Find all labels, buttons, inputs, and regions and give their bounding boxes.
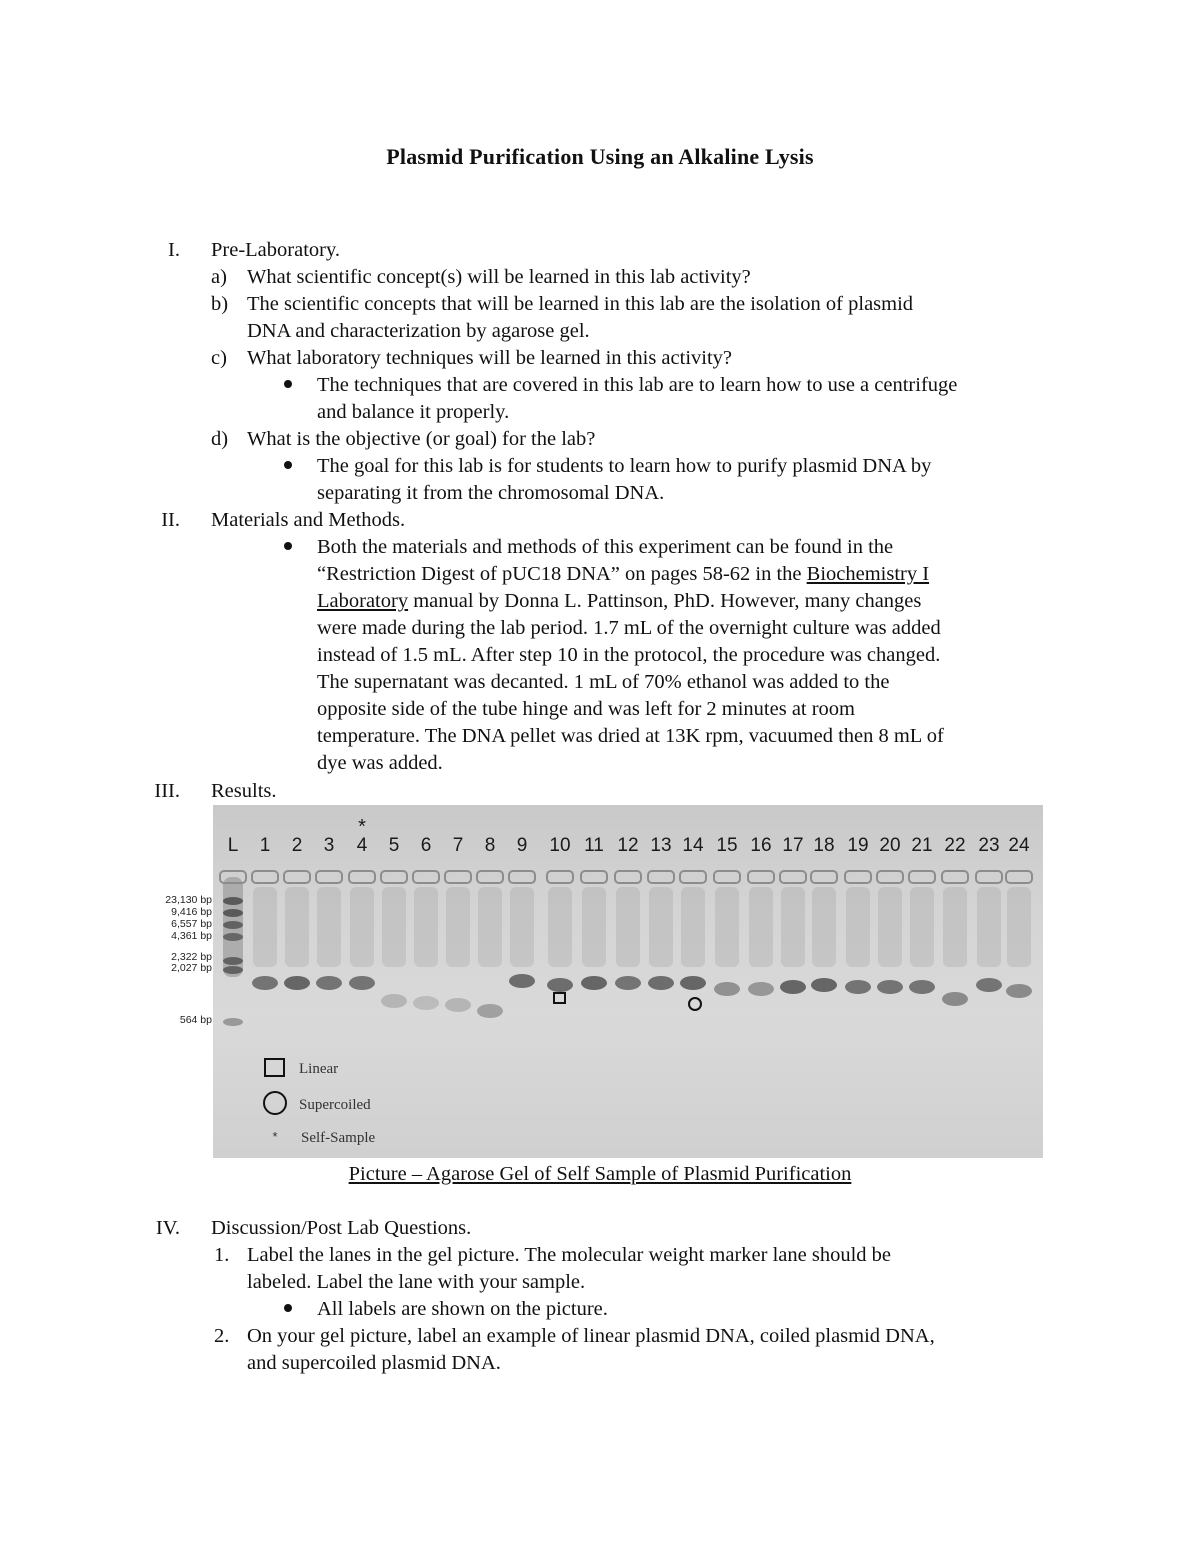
gel-graphic [213, 805, 1043, 1158]
lane-smear [681, 887, 705, 967]
dna-band [547, 978, 573, 992]
legend-square-icon [265, 1059, 284, 1076]
lane-smear [253, 887, 277, 967]
lane-label: 13 [650, 835, 672, 856]
answer-b-line1: The scientific concepts that will be learned in this lab are the isolation of plasmid [247, 293, 914, 315]
lane-label: L [227, 835, 239, 856]
legend-circle-icon [264, 1092, 286, 1114]
gel-well [976, 871, 1002, 883]
bullet-icon [284, 461, 292, 469]
dna-band [748, 982, 774, 996]
gel-well [942, 871, 968, 883]
gel-well [413, 871, 439, 883]
dna-band [413, 996, 439, 1010]
methods-line9: dye was added. [317, 752, 443, 774]
question-2-line2: and supercoiled plasmid DNA. [247, 1352, 501, 1374]
question-1-line1: Label the lanes in the gel picture. The molecular weight marker lane should be [247, 1244, 891, 1266]
item-label-1: 1. [214, 1244, 230, 1266]
methods-line7: opposite side of the tube hinge and was left for 2 minutes at room [317, 698, 856, 720]
methods-line4: were made during the lab period. 1.7 mL of the overnight culture was added [317, 617, 941, 639]
lane-label: 16 [750, 835, 772, 856]
lane-smear [715, 887, 739, 967]
dna-band [477, 1004, 503, 1018]
agarose-gel-image [213, 805, 1043, 1158]
legend-self-sample-label: Self-Sample [301, 1130, 376, 1146]
ladder-band [223, 1018, 243, 1026]
gel-well [477, 871, 503, 883]
ladder-label: 2,322 bp [171, 951, 212, 963]
gel-well [509, 871, 535, 883]
dna-band [845, 980, 871, 994]
gel-well [316, 871, 342, 883]
methods-line5: instead of 1.5 mL. After step 10 in the protocol, the procedure was changed. [317, 644, 941, 666]
lane-label: 4 [356, 835, 368, 856]
methods-line6: The supernatant was decanted. 1 mL of 70% ethanol was added to the [317, 671, 890, 693]
bullet-icon [284, 1304, 292, 1312]
gel-well [780, 871, 806, 883]
ladder-band [223, 957, 243, 965]
lane-smear [943, 887, 967, 967]
legend-star-icon: * [272, 1129, 278, 1144]
self-sample-star: * [358, 816, 366, 838]
answer-c-line1: The techniques that are covered in this lab are to learn how to use a centrifuge [317, 374, 958, 396]
ladder-label: 9,416 bp [171, 906, 212, 918]
lane-smear [548, 887, 572, 967]
dna-band [909, 980, 935, 994]
figure-caption-text: Picture – Agarose Gel of Self Sample of Plasmid Purification [348, 1163, 852, 1185]
lane-smear [582, 887, 606, 967]
section-heading-results: Results. [211, 780, 277, 802]
lane-smear [977, 887, 1001, 967]
lane-smear [910, 887, 934, 967]
bullet-icon [284, 380, 292, 388]
lane-smear [446, 887, 470, 967]
lane-label: 9 [516, 835, 528, 856]
gel-well [748, 871, 774, 883]
methods-line3 [317, 588, 921, 615]
gel-well [680, 871, 706, 883]
methods-line1: Both the materials and methods of this experiment can be found in the [317, 536, 894, 558]
lane-label: 1 [259, 835, 271, 856]
lane-smear [878, 887, 902, 967]
manual-title-part1: Biochemistry I [806, 563, 930, 585]
lane-smear [414, 887, 438, 967]
dna-band [284, 976, 310, 990]
gel-well [811, 871, 837, 883]
ladder-label: 4,361 bp [171, 930, 212, 942]
section-heading-discussion: Discussion/Post Lab Questions. [211, 1217, 472, 1239]
manual-title-part2: Laboratory [317, 590, 409, 612]
dna-band [714, 982, 740, 996]
gel-well [349, 871, 375, 883]
dna-band [349, 976, 375, 990]
dna-band [877, 980, 903, 994]
item-label-c: c) [211, 347, 227, 369]
section-numeral-2: II. [161, 509, 180, 531]
ladder-label: 23,130 bp [165, 894, 212, 906]
dna-band [942, 992, 968, 1006]
lane-label: 14 [682, 835, 704, 856]
dna-band [509, 974, 535, 988]
dna-band [680, 976, 706, 990]
linear-marker-square [554, 993, 565, 1003]
supercoiled-marker-circle [689, 998, 701, 1010]
dna-band [316, 976, 342, 990]
section-numeral-3: III. [154, 780, 180, 802]
gel-well [381, 871, 407, 883]
section-heading-materials: Materials and Methods. [211, 509, 406, 531]
dna-band [252, 976, 278, 990]
ladder-band [223, 909, 243, 917]
dna-band [381, 994, 407, 1008]
item-label-2: 2. [214, 1325, 230, 1347]
gel-well [615, 871, 641, 883]
ladder-band [223, 966, 243, 974]
lane-label: 7 [452, 835, 464, 856]
section-numeral-4: IV. [155, 1217, 180, 1239]
document-title: Plasmid Purification Using an Alkaline Lysis [386, 144, 814, 169]
lane-smear [510, 887, 534, 967]
item-label-b: b) [211, 293, 229, 315]
lane-smear [1007, 887, 1031, 967]
lane-label: 21 [911, 835, 933, 856]
dna-band [615, 976, 641, 990]
lane-label: 8 [484, 835, 496, 856]
methods-line3-text: manual by Donna L. Pattinson, PhD. However, many changes [408, 590, 922, 612]
lane-label: 24 [1008, 835, 1030, 856]
answer-1: All labels are shown on the picture. [317, 1298, 608, 1320]
dna-band [780, 980, 806, 994]
lane-label: 6 [420, 835, 432, 856]
question-c: What laboratory techniques will be learned in this activity? [247, 347, 733, 369]
lane-label: 3 [323, 835, 335, 856]
lane-smear [649, 887, 673, 967]
dna-band [811, 978, 837, 992]
lane-label: 18 [813, 835, 835, 856]
gel-well [547, 871, 573, 883]
item-label-d: d) [211, 428, 229, 450]
lane-label: 11 [584, 835, 604, 856]
answer-b-line2: DNA and characterization by agarose gel. [247, 320, 590, 342]
ladder-label: 564 bp [179, 1014, 212, 1026]
gel-well [648, 871, 674, 883]
gel-well [877, 871, 903, 883]
ladder-band [223, 933, 243, 941]
legend-linear-label: Linear [299, 1061, 339, 1077]
question-1-line2: labeled. Label the lane with your sample. [247, 1271, 586, 1293]
gel-well [284, 871, 310, 883]
ladder-label: 6,557 bp [171, 918, 212, 930]
lane-label: 10 [549, 835, 571, 856]
gel-well [1006, 871, 1032, 883]
lane-label: 20 [879, 835, 901, 856]
lane-label: 22 [944, 835, 966, 856]
legend-supercoiled-label: Supercoiled [299, 1097, 371, 1113]
section-numeral-1: I. [168, 239, 180, 261]
lane-smear [317, 887, 341, 967]
lane-smear [350, 887, 374, 967]
answer-d-line2: separating it from the chromosomal DNA. [317, 482, 665, 504]
lane-smear [749, 887, 773, 967]
lane-smear [846, 887, 870, 967]
gel-well [845, 871, 871, 883]
dna-band [976, 978, 1002, 992]
item-label-a: a) [211, 266, 227, 288]
lane-smear [781, 887, 805, 967]
gel-well [714, 871, 740, 883]
dna-band [1006, 984, 1032, 998]
methods-line2 [317, 561, 929, 588]
lane-label: 12 [617, 835, 639, 856]
dna-band [581, 976, 607, 990]
lane-label: 23 [978, 835, 1000, 856]
gel-well [252, 871, 278, 883]
dna-band [445, 998, 471, 1012]
lane-label: 17 [782, 835, 804, 856]
lane-label: 5 [388, 835, 400, 856]
methods-line2-text: “Restriction Digest of pUC18 DNA” on pages 58-62 in the [317, 563, 807, 585]
question-d: What is the objective (or goal) for the lab? [247, 428, 596, 450]
lane-smear [478, 887, 502, 967]
gel-well [445, 871, 471, 883]
dna-band [648, 976, 674, 990]
answer-c-line2: and balance it properly. [317, 401, 510, 423]
figure-caption [0, 1161, 1200, 1188]
ladder-label: 2,027 bp [171, 962, 212, 974]
ladder-band [223, 897, 243, 905]
lane-smear [812, 887, 836, 967]
answer-d-line1: The goal for this lab is for students to learn how to purify plasmid DNA by [317, 455, 932, 477]
question-2-line1: On your gel picture, label an example of linear plasmid DNA, coiled plasmid DNA, [247, 1325, 935, 1347]
ladder-band [223, 921, 243, 929]
lane-label: 19 [847, 835, 869, 856]
lane-label: 2 [291, 835, 303, 856]
lane-smear [382, 887, 406, 967]
lane-smear [285, 887, 309, 967]
section-heading-prelab: Pre-Laboratory. [211, 239, 341, 261]
gel-well [909, 871, 935, 883]
lane-smear [616, 887, 640, 967]
question-a: What scientific concept(s) will be learned in this lab activity? [247, 266, 751, 288]
gel-well [581, 871, 607, 883]
methods-line8: temperature. The DNA pellet was dried at 13K rpm, vacuumed then 8 mL of [317, 725, 944, 747]
bullet-icon [284, 542, 292, 550]
lane-label: 15 [716, 835, 738, 856]
